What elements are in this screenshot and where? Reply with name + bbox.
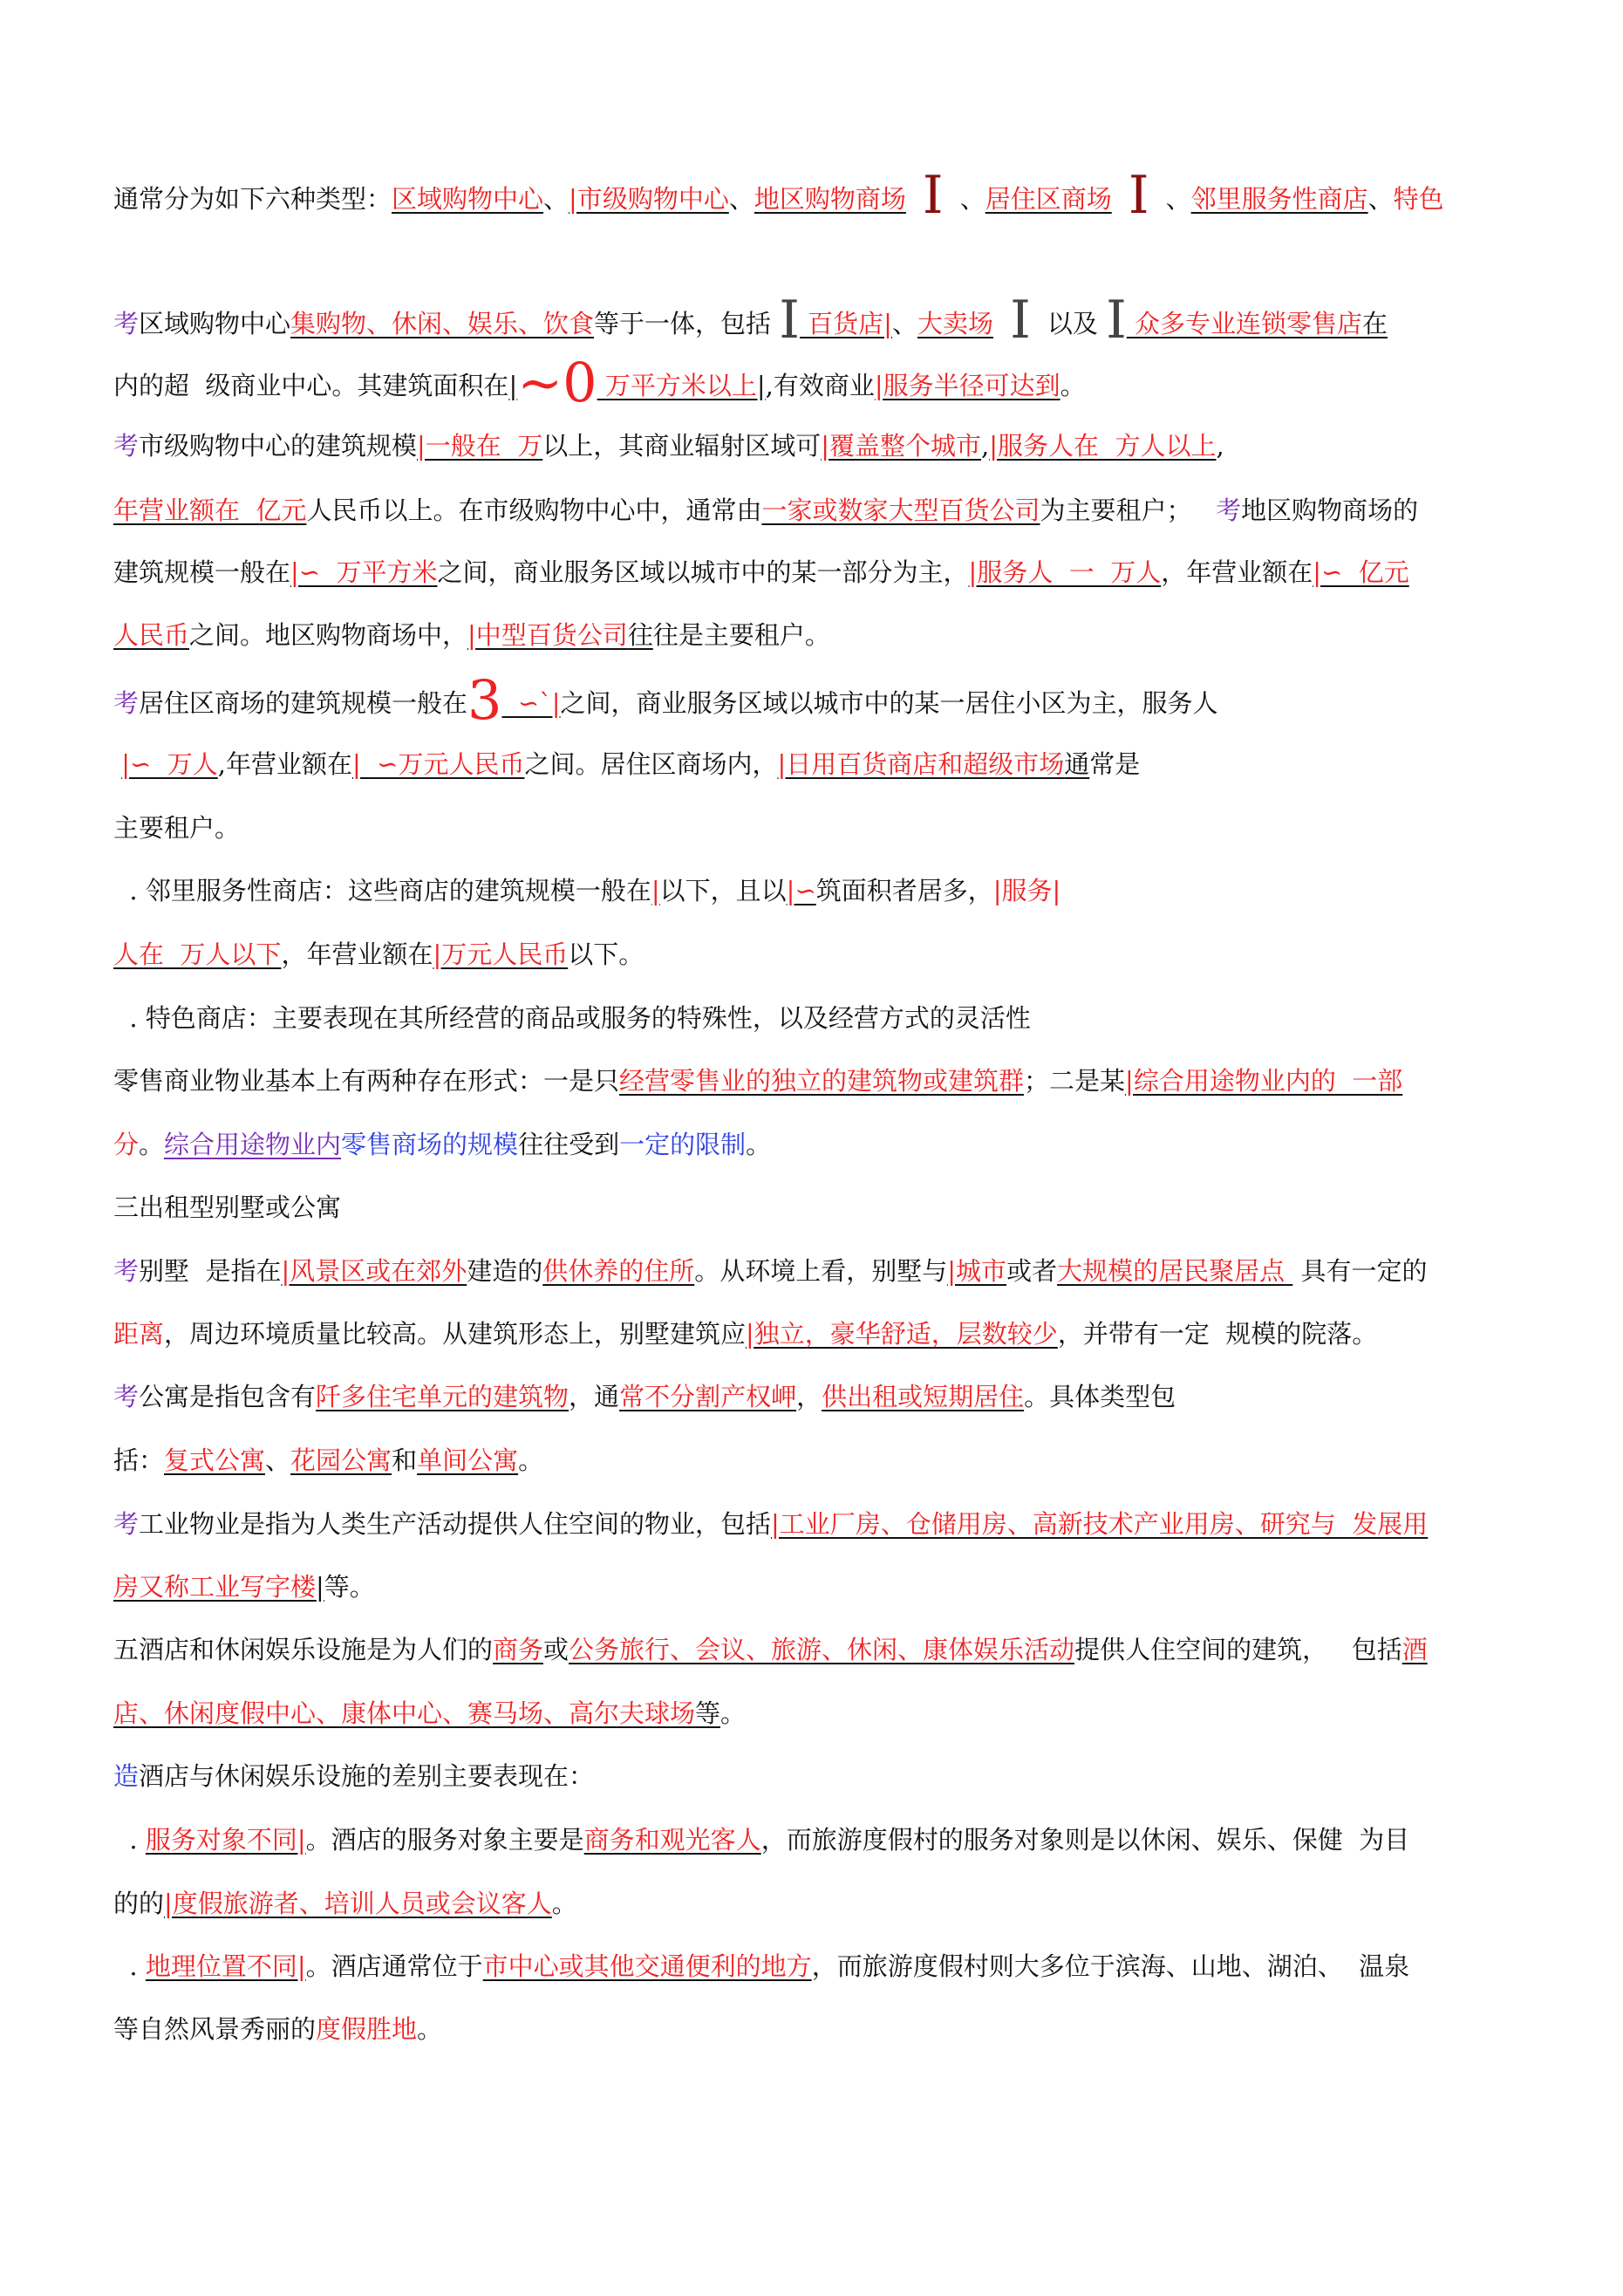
text-run: 等。 [324,1572,375,1602]
highlighted-text-run: | [651,876,660,905]
text-run: 。 [551,1889,577,1918]
text-line [113,747,1140,782]
highlighted-text-run: 阡多住宅单元的建筑物 [316,1382,569,1411]
text-run: 、 [891,309,917,338]
text-line [113,1443,543,1478]
text-run: 为主要租户； [1040,495,1217,525]
highlighted-text-run: |∽ 万平方米 [290,557,438,587]
text-run: ,年营业额在 [217,749,352,779]
highlighted-text-run: 地理位置不同| [145,1951,306,1981]
text-run: 。具体类型包 [1024,1382,1176,1411]
highlighted-text-run: 万平方米以上 [597,371,757,400]
highlighted-text-run: 一家或数家大型百货公司 [761,495,1040,525]
text-run: , [1216,431,1224,461]
annotation-mark: I [1106,290,1127,351]
highlighted-text-run: |日用百货商店和超级市场 [777,749,1065,779]
highlighted-text-run: ∽`| [501,688,561,718]
highlighted-text-run: 零售商场的规模 [341,1130,519,1159]
highlighted-text-run: |市级购物中心 [569,184,729,214]
text-run: 工业物业是指为人类生产活动提供人住空间的物业，包括 [139,1509,772,1539]
text-run: 内的超 级商业中心。其建筑面积在 [113,371,509,400]
highlighted-text-run: 造 [113,1761,140,1791]
text-line [113,1127,771,1162]
text-run: 、 [1367,184,1394,214]
text-run: 。 [1060,371,1086,400]
text-run: 之间，商业服务区域以城市中的某一部分为主， [437,557,969,587]
text-run: ，通 [569,1382,620,1411]
text-run: 筑面积者居多， [815,876,993,905]
highlighted-text-run: 商务 [493,1635,544,1664]
text-run: 建筑规模一般在 [113,557,291,587]
highlighted-text-run: 店、休闲度假中心、康体中心、赛马场、高尔夫球场 [113,1698,696,1728]
highlighted-text-run: |覆盖整个城市 [821,431,982,461]
text-line [113,1316,1377,1351]
highlighted-text-run: 常不分割产权岬 [619,1382,797,1411]
highlighted-text-run: 考 [113,431,140,461]
highlighted-text-run: 分 [113,1130,140,1159]
text-run: . [113,1951,146,1981]
text-run: ；二是某 [1024,1066,1126,1096]
text-run: 通常分为如下六种类型： [113,184,392,214]
text-run: ,有效商业 [765,371,875,400]
text-run: ，年营业额在 [1161,557,1313,587]
text-run: 常是 [1089,749,1141,779]
text-run: 具有一定的 [1292,1256,1428,1286]
highlighted-text-run: 大卖场 [917,309,993,338]
highlighted-text-run: |一般在 万 [417,431,543,461]
highlighted-text-run: 考 [113,1509,140,1539]
highlighted-text-run: |城市 [947,1256,1007,1286]
highlighted-text-run: | [508,371,518,400]
text-run: 。 [518,1445,544,1475]
highlighted-text-run: |服务| [992,876,1061,905]
text-line [113,1569,375,1604]
text-run: 零售商业物业基本上有两种存在形式：一是只 [113,1066,620,1096]
annotation-mark: I [1111,165,1166,226]
highlighted-text-run: 通 [1064,749,1090,779]
highlighted-text-run: 花园公寓 [290,1445,392,1475]
highlighted-text-run: 公务旅行、会议、旅游、休闲、康体娱乐活动 [569,1635,1075,1664]
highlighted-text-run: 酒 [1401,1635,1428,1664]
text-run: 往往受到 [518,1130,620,1159]
text-line [113,290,1388,351]
text-line [113,1759,594,1794]
highlighted-text-run: |万元人民币 [433,940,569,969]
highlighted-text-run: 单间公寓 [417,1445,519,1475]
text-run: ， [796,1382,822,1411]
text-run: 区域购物中心 [139,309,291,338]
highlighted-text-run: 等 [695,1698,721,1728]
annotation-mark: 3 [467,668,502,732]
text-line [113,1190,341,1225]
highlighted-text-run: | [756,371,766,400]
highlighted-text-run: 房又称工业写字楼 [113,1572,317,1602]
text-run: 、 [728,184,754,214]
highlighted-text-run: 度假胜地 [316,2014,418,2044]
highlighted-text-run: |风景区或在郊外 [281,1256,467,1286]
text-run: 、 [265,1445,291,1475]
text-run: 居住区商场的建筑规模一般在 [139,688,468,718]
text-run: 。 [720,1698,747,1728]
text-run: . [113,1825,146,1855]
text-run: 地区购物商场的 [1241,495,1419,525]
text-line [113,2012,442,2047]
text-line [113,1001,1031,1035]
highlighted-text-run: 考 [113,1382,140,1411]
text-line [113,937,644,972]
annotation-mark: I [779,290,800,351]
highlighted-text-run: 考 [113,309,140,338]
highlighted-text-run: 地区购物商场 [754,184,906,214]
annotation-mark: ~0 [517,351,597,414]
text-run: 五酒店和休闲娱乐设施是为人们的 [113,1635,494,1664]
text-line [113,428,1224,463]
highlighted-text-run: 复式公寓 [164,1445,266,1475]
text-run: 往是主要租户。 [652,620,830,650]
text-run: 以上，其商业辐射区域可 [542,431,822,461]
text-run: , [981,431,990,461]
text-run: 酒店与休闲娱乐设施的差别主要表现在： [139,1761,595,1791]
highlighted-text-run: 居住区商场 [985,184,1112,214]
text-line [113,1063,1402,1098]
text-run: 之间。居住区商场内， [524,749,778,779]
text-line [113,1379,1176,1414]
highlighted-text-run: 考 [113,688,140,718]
text-run: 以下，且以 [659,876,787,905]
highlighted-text-run: 百货店| [799,309,892,338]
text-run: 、 [543,184,569,214]
highlighted-text-run: 众多专业连锁零售店 [1126,309,1362,338]
highlighted-text-run: |服务人在 方人以上 [989,431,1217,461]
text-run: 和 [392,1445,418,1475]
text-run: 市级购物中心的建筑规模 [139,431,418,461]
text-line [113,618,830,653]
highlighted-text-run: |服务人 一 万人 [968,557,1162,587]
highlighted-text-run: 商务和观光客人 [583,1825,761,1855]
text-run: ，而旅游度假村则大多位于滨海、山地、湖泊、 温泉 [811,1951,1410,1981]
text-run: 。 [139,1130,165,1159]
text-run: 主要租户。 [113,813,241,843]
highlighted-text-run: 集购物、休闲、娱乐、饮食 [290,309,595,338]
text-run: 的的 [113,1889,165,1918]
text-run: ，而旅游度假村的服务对象则是以休闲、娱乐、保健 为目 [760,1825,1410,1855]
highlighted-text-run: |∽ 万人 [121,749,218,779]
text-run: 。酒店的服务对象主要是 [305,1825,584,1855]
highlighted-text-run: 特色 [1393,184,1444,214]
text-run: 之间，商业服务区域以城市中的某一居住小区为主，服务人 [560,688,1218,718]
highlighted-text-run: 一定的限制 [619,1130,747,1159]
highlighted-text-run: |工业厂房、仓储用房、高新技术产业用房、研究与 发展用 [771,1509,1429,1539]
text-run: 、 [959,184,985,214]
text-run: 。 [417,2014,443,2044]
highlighted-text-run: |综合用途物业内的 一部 [1125,1066,1403,1096]
highlighted-text-run: 综合用途物业内 [164,1130,342,1159]
text-run: 。从环境上看，别墅与 [694,1256,948,1286]
text-run: 之间。地区购物商场中， [189,620,468,650]
text-run: 三出租型别墅或公寓 [113,1192,342,1222]
text-line [113,1696,746,1731]
highlighted-text-run: 经营零售业的独立的建筑物或建筑群 [619,1066,1025,1096]
highlighted-text-run: | ∽万元人民币 [351,749,525,779]
highlighted-text-run: 邻里服务性商店 [1190,184,1368,214]
text-run: ，并带有一定 规模的院落。 [1057,1319,1378,1349]
highlighted-text-run: 年营业额在 亿元 [113,495,307,525]
text-run: 建造的 [467,1256,543,1286]
text-run: 以及 [1047,309,1107,338]
text-line [113,873,1060,908]
text-run: ，年营业额在 [281,940,433,969]
highlighted-text-run: |中型百货公司 [467,620,628,650]
highlighted-text-run: 往 [627,620,653,650]
highlighted-text-run: |度假旅游者、培训人员或会议客人 [164,1889,552,1918]
annotation-mark: I [905,165,960,226]
highlighted-text-run: |∽ 亿元 [1313,557,1409,587]
highlighted-text-run: 考 [1216,495,1242,525]
text-run: 等于一体，包括 [594,309,780,338]
highlighted-text-run: 服务对象不同| [145,1825,306,1855]
text-line [113,1886,577,1921]
text-run: 以下。 [568,940,644,969]
highlighted-text-run: |∽ [786,876,816,905]
text-run: 提供人住空间的建筑， 包括 [1074,1635,1402,1664]
text-run: ，周边环境质量比较高。从建筑形态上，别墅建筑应 [164,1319,747,1349]
text-run: 或者 [1006,1256,1058,1286]
highlighted-text-run: |独立，豪华舒适，层数较少 [746,1319,1058,1349]
text-line [113,810,240,845]
text-line [113,1632,1428,1667]
annotation-mark: I [993,290,1047,351]
highlighted-text-run: 在 [1362,309,1388,338]
text-line [113,1507,1428,1541]
text-line [113,165,1444,226]
highlighted-text-run: 区域购物中心 [392,184,544,214]
text-run: 别墅 是指在 [139,1256,282,1286]
text-run: 或 [543,1635,569,1664]
text-run: 人民币以上。在市级购物中心中，通常由 [306,495,762,525]
text-run: 、 [1165,184,1191,214]
text-run: 。酒店通常位于 [305,1951,483,1981]
highlighted-text-run: 市中心或其他交通便利的地方 [482,1951,812,1981]
text-line [113,1254,1428,1288]
text-run: . 特色商店：主要表现在其所经营的商品或服务的特殊性，以及经营方式的灵活性 [113,1003,1031,1033]
text-run: 。 [746,1130,772,1159]
highlighted-text-run: 人在 万人以下 [113,940,282,969]
highlighted-text-run: 考 [113,1256,140,1286]
highlighted-text-run: 供出租或短期居住 [822,1382,1025,1411]
text-run: 等自然风景秀丽的 [113,2014,317,2044]
text-run: . 邻里服务性商店：这些商店的建筑规模一般在 [113,876,651,905]
text-line [113,351,1086,414]
highlighted-text-run: 大规模的居民聚居点 [1057,1256,1293,1286]
text-run: 公寓是指包含有 [139,1382,317,1411]
text-run: 括： [113,1445,165,1475]
text-line [113,668,1218,732]
highlighted-text-run: |服务半径可达到 [874,371,1060,400]
text-line [113,1822,1409,1857]
highlighted-text-run: 供休养的住所 [542,1256,695,1286]
text-line [113,1949,1409,1984]
highlighted-text-run: | [316,1572,324,1602]
text-run [113,749,121,779]
highlighted-text-run: 距离 [113,1319,165,1349]
highlighted-text-run: 人民币 [113,620,190,650]
text-line [113,555,1409,590]
text-line [113,493,1418,528]
